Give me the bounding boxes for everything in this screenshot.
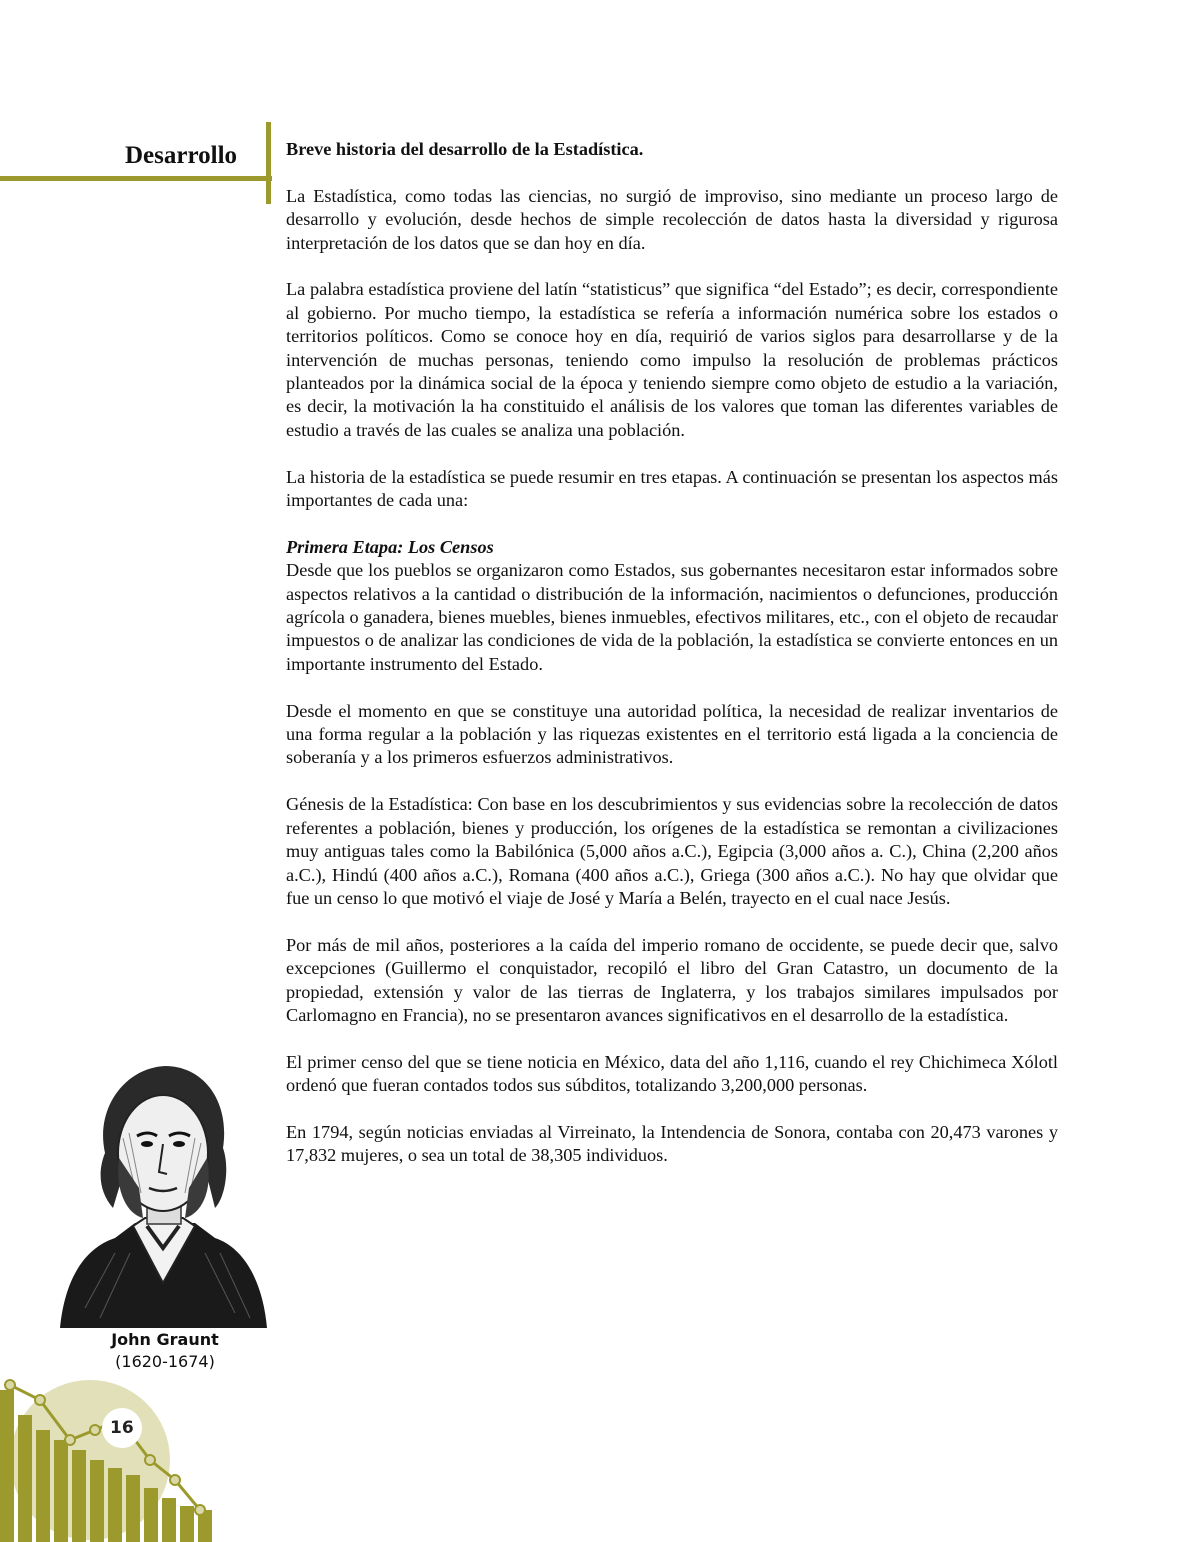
portrait-caption-name: John Graunt — [111, 1330, 219, 1349]
portrait-engraving-icon — [55, 1048, 269, 1328]
paragraph-3: La historia de la estadística se puede resumir en tres etapas. A continuación se presentan los aspectos más importantes de cada una: — [286, 466, 1058, 511]
article-title: Breve historia del desarrollo de la Estadística. — [286, 139, 644, 159]
main-content — [286, 138, 1058, 1191]
paragraph-8: El primer censo del que se tiene noticia en México, data del año 1,116, cuando el rey Chichimeca Xólotl ordenó que fueran contados todos sus súbditos, totalizando 3,200,000 personas. — [286, 1051, 1058, 1096]
section-heading: Desarrollo — [125, 142, 238, 169]
subheading-primera-etapa: Primera Etapa: Los Censos — [286, 536, 494, 557]
paragraph-7: Por más de mil años, posteriores a la caída del imperio romano de occidente, se puede decir que, salvo excepciones (Guillermo el conquistador, recopiló el libro del Gran Catastro, un documento de la propiedad, extensión y valor de las tierras de Inglaterra, y los trabajos similares impulsados por Carlomagno en Francia), no se presentaron avances significativos en el desarrollo de la estadística. — [286, 934, 1058, 1025]
paragraph-2: La palabra estadística proviene del latín “statisticus” que significa “del Estado”; es decir, correspondiente al gobierno. Por mucho tiempo, la estadística se refería a información numérica sobre los estados o territorios políticos. Como se conoce hoy en día, requirió de varios siglos para desarrollarse y de la intervención de muchas personas, teniendo como impulso la resolución de problemas prácticos planteados por la dinámica social de la época y teniendo siempre como objeto de estudio a la variación, es decir, la motivación la ha constituido el análisis de los valores que toman las diferentes variables de estudio a través de las cuales se analiza una población. — [286, 279, 1058, 440]
paragraph-6: Génesis de la Estadística: Con base en los descubrimientos y sus evidencias sobre la recolección de datos referentes a población, bienes y producción, los orígenes de la estadística se remontan a civilizaciones muy antiguas tales como la Babilónica (5,000 años a.C.), Egipcia (3,000 años a. C.), China (2,200 años a.C.), Hindú (400 años a.C.), Romana (400 años a.C.), Griega (300 años a.C.). No hay que olvidar que fue un censo lo que motivó el viaje de José y María a Belén, trayecto en el cual nace Jesús. — [286, 794, 1058, 908]
paragraph-1: La Estadística, como todas las ciencias, no surgió de improviso, sino mediante un proceso largo de desarrollo y evolución, desde hechos de simple recolección de datos hasta la diversidad y rigurosa interpretación de los datos que se dan hoy en día. — [286, 185, 1058, 253]
paragraph-9: En 1794, según noticias enviadas al Virreinato, la Intendencia de Sonora, contaba con 20,473 varones y 17,832 mujeres, o sea un total de 38,305 individuos. — [286, 1121, 1058, 1166]
page-number: 16 — [110, 1418, 134, 1438]
side-rule-horizontal — [0, 176, 272, 181]
side-rule-vertical — [266, 122, 271, 204]
paragraph-4: Desde que los pueblos se organizaron como Estados, sus gobernantes necesitaron estar informados sobre aspectos relativos a la cantidad o distribución de la información, nacimientos o defunciones, producción agrícola o ganadera, bienes muebles, bienes inmuebles, efectivos militares, etc., con el objeto de recaudar impuestos o de analizar las condiciones de vida de la población, la estadística se convierte entonces en un importante instrumento del Estado. — [286, 560, 1058, 674]
chart-decoration-icon — [0, 1360, 215, 1542]
portrait-caption-dates: (1620-1674) — [115, 1352, 215, 1371]
paragraph-5: Desde el momento en que se constituye una autoridad política, la necesidad de realizar inventarios de una forma regular a la población y las riquezas existentes en el territorio está ligada a la conciencia de soberanía y a los primeros esfuerzos administrativos. — [286, 700, 1058, 768]
